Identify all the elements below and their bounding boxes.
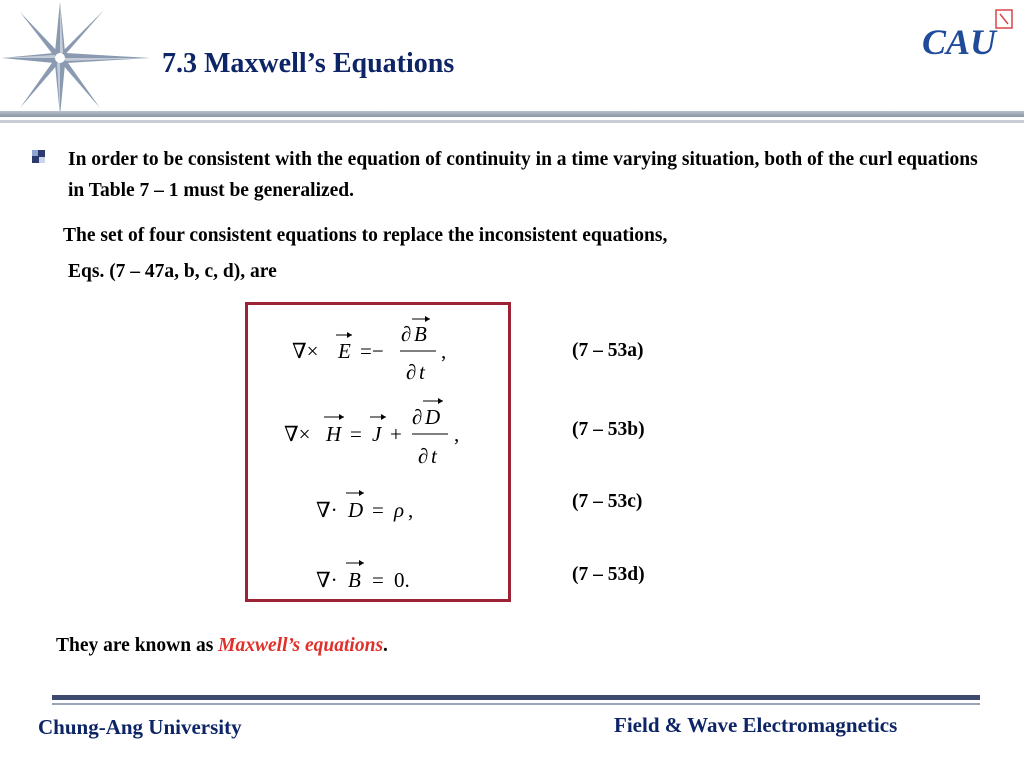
cau-logo xyxy=(918,6,1018,66)
svg-text:t: t xyxy=(431,444,437,468)
svg-text:∂: ∂ xyxy=(412,405,423,429)
svg-text:ρ: ρ xyxy=(394,498,405,522)
svg-text:H: H xyxy=(326,422,342,446)
svg-text:J: J xyxy=(372,422,382,446)
maxwell-equations-emphasis: Maxwell’s equations xyxy=(218,635,384,656)
equation-53a xyxy=(292,316,446,384)
intro-paragraph: In order to be consistent with the equation of continuity in a time varying situation, both of the curl equations in Table 7 – 1 must be generalized. xyxy=(68,149,978,201)
footer-divider xyxy=(52,695,980,700)
svg-text:∂: ∂ xyxy=(401,322,412,346)
star-decoration-icon xyxy=(0,0,150,115)
svg-text:∇·: ∇· xyxy=(316,498,338,522)
svg-text:∂: ∂ xyxy=(406,360,417,384)
svg-text:=−: =− xyxy=(360,339,384,363)
svg-text:+: + xyxy=(390,422,402,446)
svg-text:=: = xyxy=(372,568,384,592)
equation-label-53b: (7 – 53b) xyxy=(572,419,645,440)
equation-53b xyxy=(284,398,459,468)
equations-figure xyxy=(248,305,508,599)
logo-text: CAU xyxy=(922,22,997,62)
svg-text:0.: 0. xyxy=(394,568,410,592)
svg-text:B: B xyxy=(414,322,427,346)
svg-text:D: D xyxy=(425,405,441,429)
known-prefix: They are known as xyxy=(56,635,219,656)
svg-text:,: , xyxy=(454,422,460,446)
svg-text:D: D xyxy=(348,498,364,522)
header-divider-thin xyxy=(0,120,1024,123)
page-title: 7.3 Maxwell’s Equations xyxy=(162,48,455,79)
equation-label-53d: (7 – 53d) xyxy=(572,564,645,585)
known-suffix: . xyxy=(383,635,388,656)
svg-text:∇×: ∇× xyxy=(284,422,311,446)
svg-text:E: E xyxy=(338,339,351,363)
footer-university: Chung-Ang University xyxy=(38,715,242,739)
svg-text:,: , xyxy=(408,498,414,522)
svg-text:∇·: ∇· xyxy=(316,568,338,592)
svg-text:t: t xyxy=(419,360,425,384)
svg-text:∇×: ∇× xyxy=(292,339,319,363)
known-as-line xyxy=(56,635,388,657)
equation-53c xyxy=(316,490,413,522)
equations-box xyxy=(245,302,511,602)
header-divider xyxy=(0,111,1024,117)
svg-text:=: = xyxy=(350,422,362,446)
svg-text:B: B xyxy=(348,568,361,592)
svg-text:∂: ∂ xyxy=(418,444,429,468)
set-line-1: The set of four consistent equations to replace the inconsistent equations, xyxy=(63,225,668,246)
footer-divider-thin xyxy=(52,703,980,705)
bullet-square-icon xyxy=(32,150,45,163)
equation-label-53c: (7 – 53c) xyxy=(572,491,643,512)
footer-course: Field & Wave Electromagnetics xyxy=(614,713,898,737)
equation-53d xyxy=(316,560,410,592)
equation-label-53a: (7 – 53a) xyxy=(572,340,644,361)
set-line-2: Eqs. (7 – 47a, b, c, d), are xyxy=(68,261,277,282)
svg-text:=: = xyxy=(372,498,384,522)
svg-text:,: , xyxy=(441,339,447,363)
